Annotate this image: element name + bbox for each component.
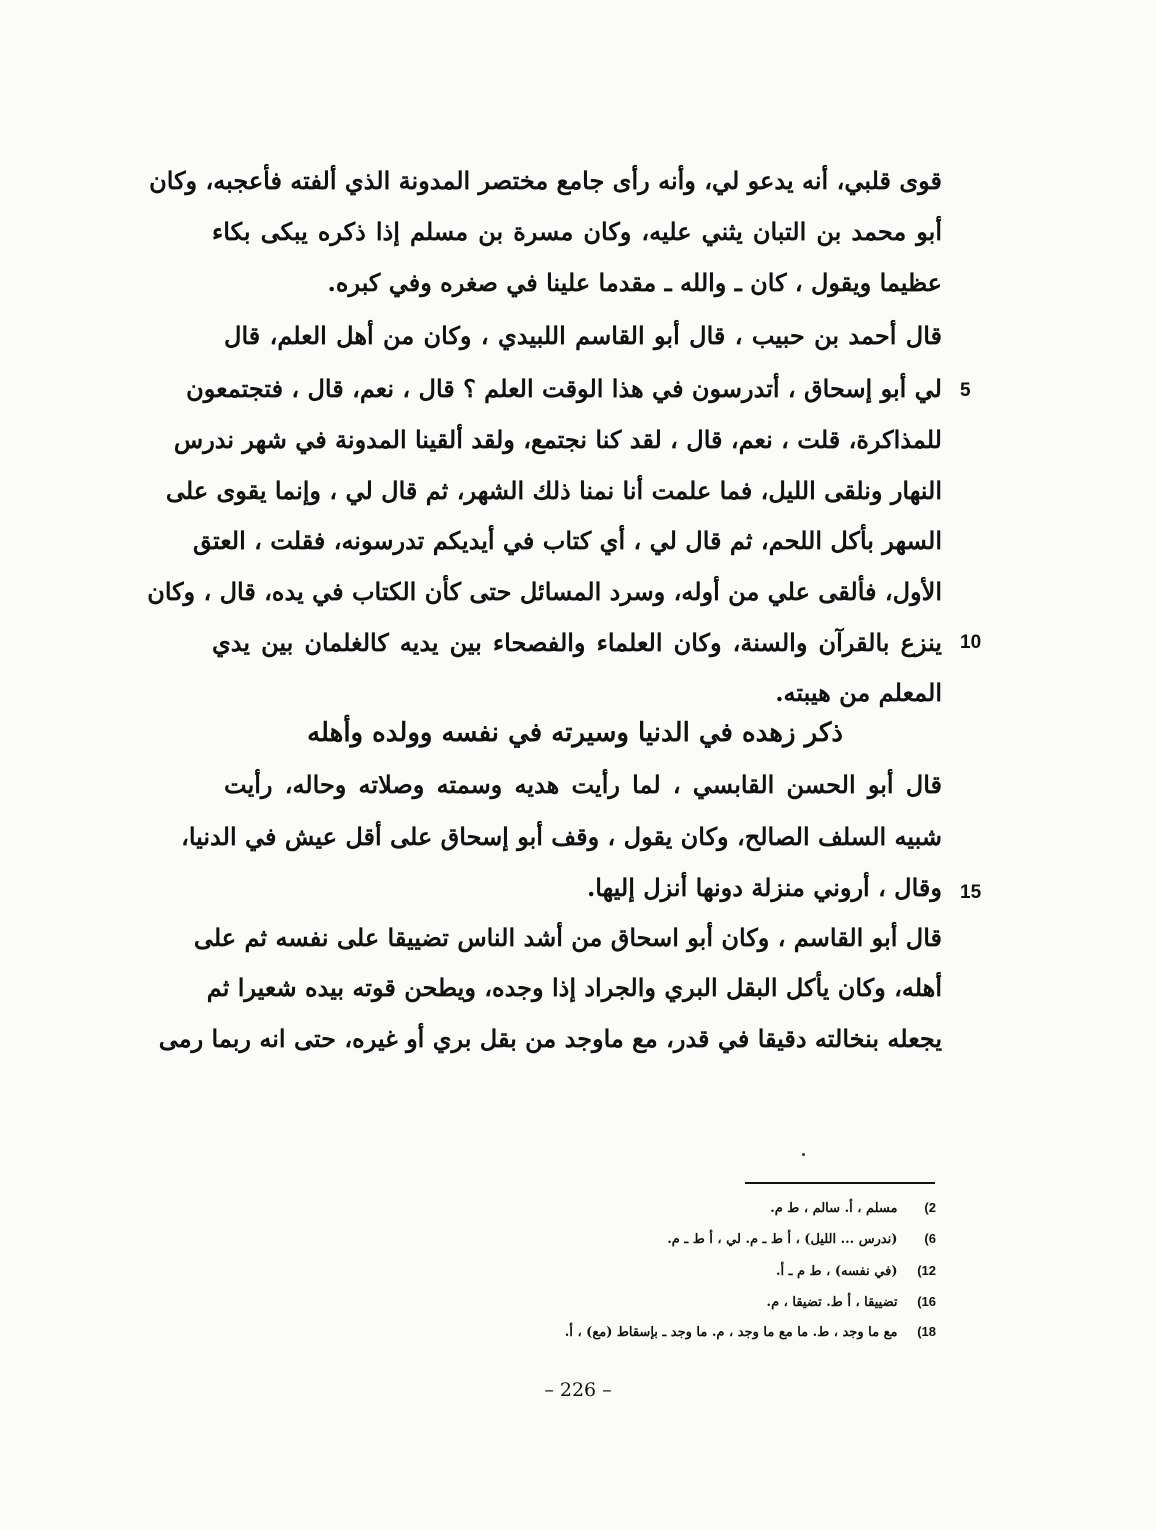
section-heading: ذكر زهده في الدنيا وسيرته في نفسه وولده وأهله xyxy=(307,718,843,748)
footnote-3 xyxy=(476,1261,936,1282)
body-line-13: شبيه السلف الصالح، وكان يقول ، وقف أبو إسحاق على أقل عيش في الدنيا، xyxy=(181,822,942,851)
body-line-8: السهر بأكل اللحم، ثم قال لي ، أي كتاب في أيديكم تدرسونه، فقلت ، العتق xyxy=(192,526,942,555)
body-line-12: قال أبو الحسن القابسي ، لما رأيت هديه وسمته وصلاته وحاله، رأيت xyxy=(224,770,943,799)
body-line-10: ينزع بالقرآن والسنة، وكان العلماء والفصحاء بين يديه كالغلمان بين يدي xyxy=(212,628,942,657)
footnote-5 xyxy=(476,1322,936,1343)
footnote-number: 18) xyxy=(917,1324,936,1339)
body-line-2: أبو محمد بن التبان يثني عليه، وكان مسرة بن مسلم إذا ذكره يبكى بكاء xyxy=(212,217,942,246)
body-line-5: لي أبو إسحاق ، أتدرسون في هذا الوقت العلم ؟ قال ، نعم، قال ، فتجتمعون xyxy=(186,374,942,403)
footnote-text: (في نفسه) ، ط م ـ أ. xyxy=(775,1264,898,1279)
body-line-17: يجعله بنخالته دقيقا في قدر، مع ماوجد من بقل بري أو غيره، حتى انه ربما رمى xyxy=(158,1024,942,1053)
footnote-number: 6) xyxy=(924,1231,936,1246)
line-number-15: 15 xyxy=(960,882,982,903)
body-line-16: أهله، وكان يأكل البقل البري والجراد إذا وجده، ويطحن قوته بيده شعيرا ثم xyxy=(206,973,942,1002)
body-line-9: الأول، فألقى علي من أوله، وسرد المسائل حتى كأن الكتاب في يده، قال ، وكان xyxy=(147,577,942,606)
line-number-5: 5 xyxy=(960,380,971,401)
body-line-14: وقال ، أروني منزلة دونها أنزل إليها. xyxy=(586,873,942,902)
footnote-4 xyxy=(476,1292,936,1313)
body-line-6: للمذاكرة، قلت ، نعم، قال ، لقد كنا نجتمع، ولقد ألقينا المدونة في شهر ندرس xyxy=(173,425,942,454)
line-number-10: 10 xyxy=(960,632,982,653)
footnote-2 xyxy=(476,1229,936,1250)
footnote-text: (ندرس ... الليل) ، أ ط ـ م. لي ، أ ط ـ م. xyxy=(667,1232,898,1247)
page-number: – 226 – xyxy=(544,1379,612,1401)
footnote-separator xyxy=(745,1182,935,1184)
body-line-1: قوى قلبي، أنه يدعو لي، وأنه رأى جامع مختصر المدونة الذي ألفته فأعجبه، وكان xyxy=(149,166,942,195)
footnote-text: تضييقا ، أ ط. تضيقا ، م. xyxy=(766,1295,898,1310)
footnote-1 xyxy=(476,1198,936,1219)
ink-speck xyxy=(802,1153,805,1156)
body-line-7: النهار ونلقى الليل، فما علمت أنا نمنا ذلك الشهر، ثم قال لي ، وإنما يقوى على xyxy=(165,476,942,505)
body-line-11: المعلم من هيبته. xyxy=(775,678,942,707)
footnote-number: 16) xyxy=(917,1294,936,1309)
footnote-number: 12) xyxy=(917,1263,936,1278)
footnote-number: 2) xyxy=(924,1200,936,1215)
footnote-text: مع ما وجد ، ط. ما مع ما وجد ، م. ما وجد ـ بإسقاط (مع) ، أ. xyxy=(564,1325,898,1340)
footnote-text: مسلم ، أ. سالم ، ط م. xyxy=(770,1201,898,1216)
body-line-4: قال أحمد بن حبيب ، قال أبو القاسم اللبيدي ، وكان من أهل العلم، قال xyxy=(224,321,942,350)
body-line-15: قال أبو القاسم ، وكان أبو اسحاق من أشد الناس تضييقا على نفسه ثم على xyxy=(193,923,942,952)
body-line-3: عظيما ويقول ، كان ـ والله ـ مقدما علينا في صغره وفي كبره. xyxy=(327,268,942,297)
